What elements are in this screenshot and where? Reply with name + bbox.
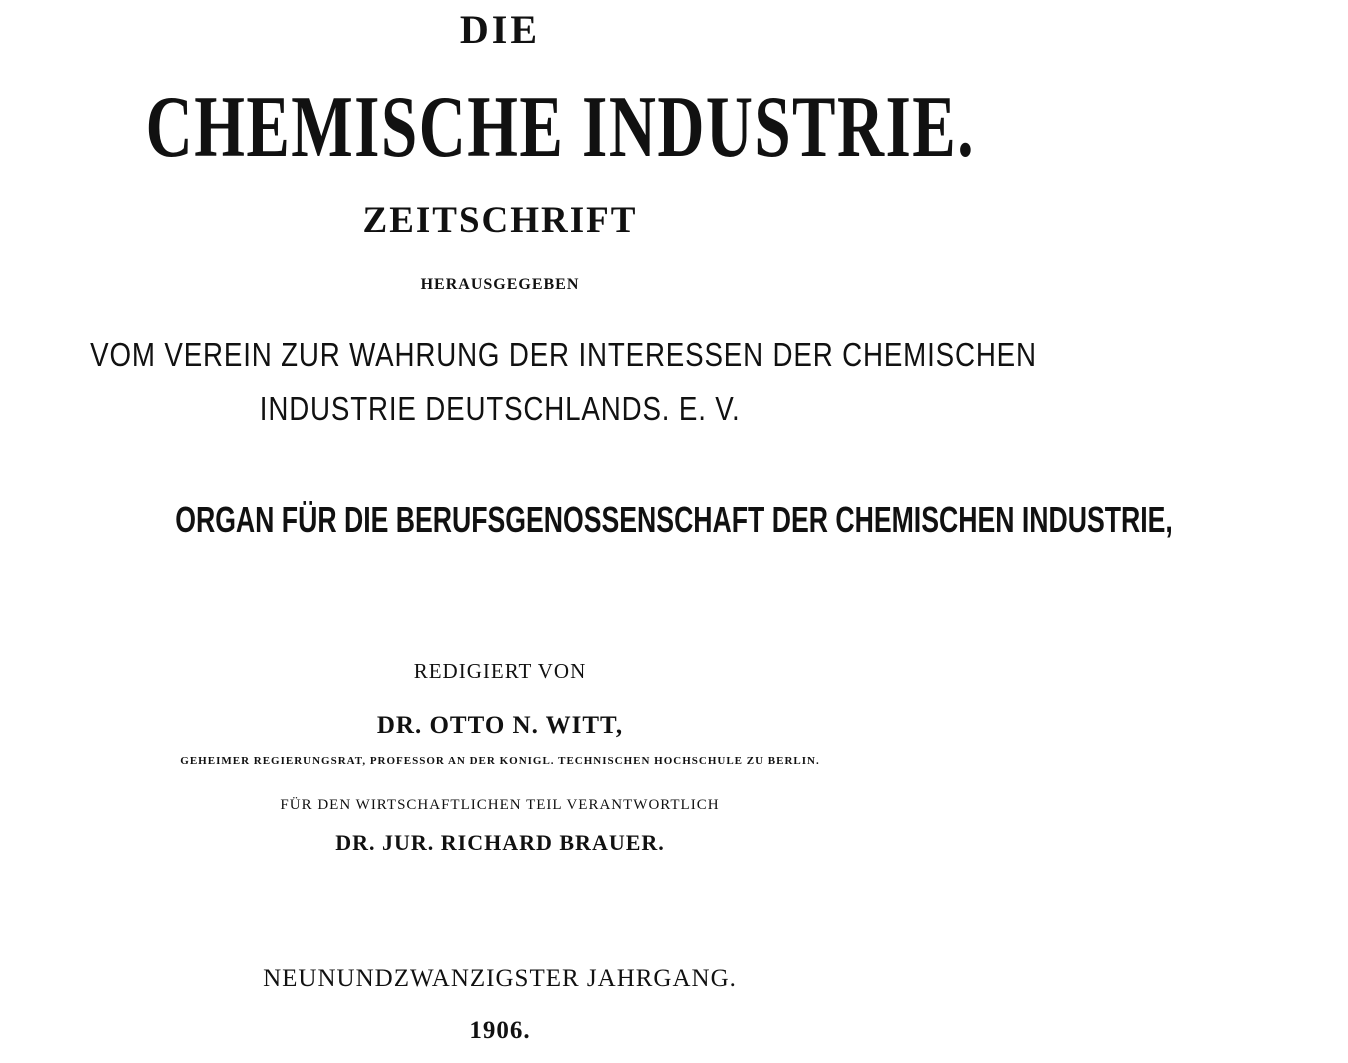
publisher-line-2: [0, 392, 1000, 425]
organ-line-text: ORGAN FÜR DIE BERUFSGENOSSENSCHAFT DER CHEMISCHEN INDUSTRIE,: [175, 499, 1173, 540]
journal-title-text: CHEMISCHE INDUSTRIE.: [145, 79, 975, 176]
published-by-label: HERAUSGEGEBEN: [420, 276, 580, 293]
publication-year: 1906.: [469, 1017, 531, 1044]
journal-subtitle: ZEITSCHRIFT: [362, 200, 638, 241]
volume-label: NEUNUNDZWANZIGSTER JAHRGANG.: [263, 965, 737, 992]
edited-by-label: REDIGIERT VON: [413, 659, 587, 683]
economic-part-label: FÜR DEN WIRTSCHAFTLICHEN TEIL VERANTWORTLICH: [280, 797, 720, 813]
organ-line: [0, 499, 1173, 540]
publisher-line-1-text: VOM VEREIN ZUR WAHRUNG DER INTERESSEN DER CHEMISCHEN: [90, 336, 1037, 373]
publisher-line-1: [0, 336, 1037, 373]
editor-name: DR. OTTO N. WITT,: [376, 712, 624, 739]
title-article: DIE: [459, 7, 541, 52]
journal-title: [0, 79, 1000, 176]
economic-editor-name: DR. JUR. RICHARD BRAUER.: [335, 830, 665, 855]
editor-position: GEHEIMER REGIERUNGSRAT, PROFESSOR AN DER KONIGL. TECHNISCHEN HOCHSCHULE ZU BERLIN.: [180, 755, 820, 767]
publisher-line-2-text: INDUSTRIE DEUTSCHLANDS. E. V.: [259, 390, 741, 427]
